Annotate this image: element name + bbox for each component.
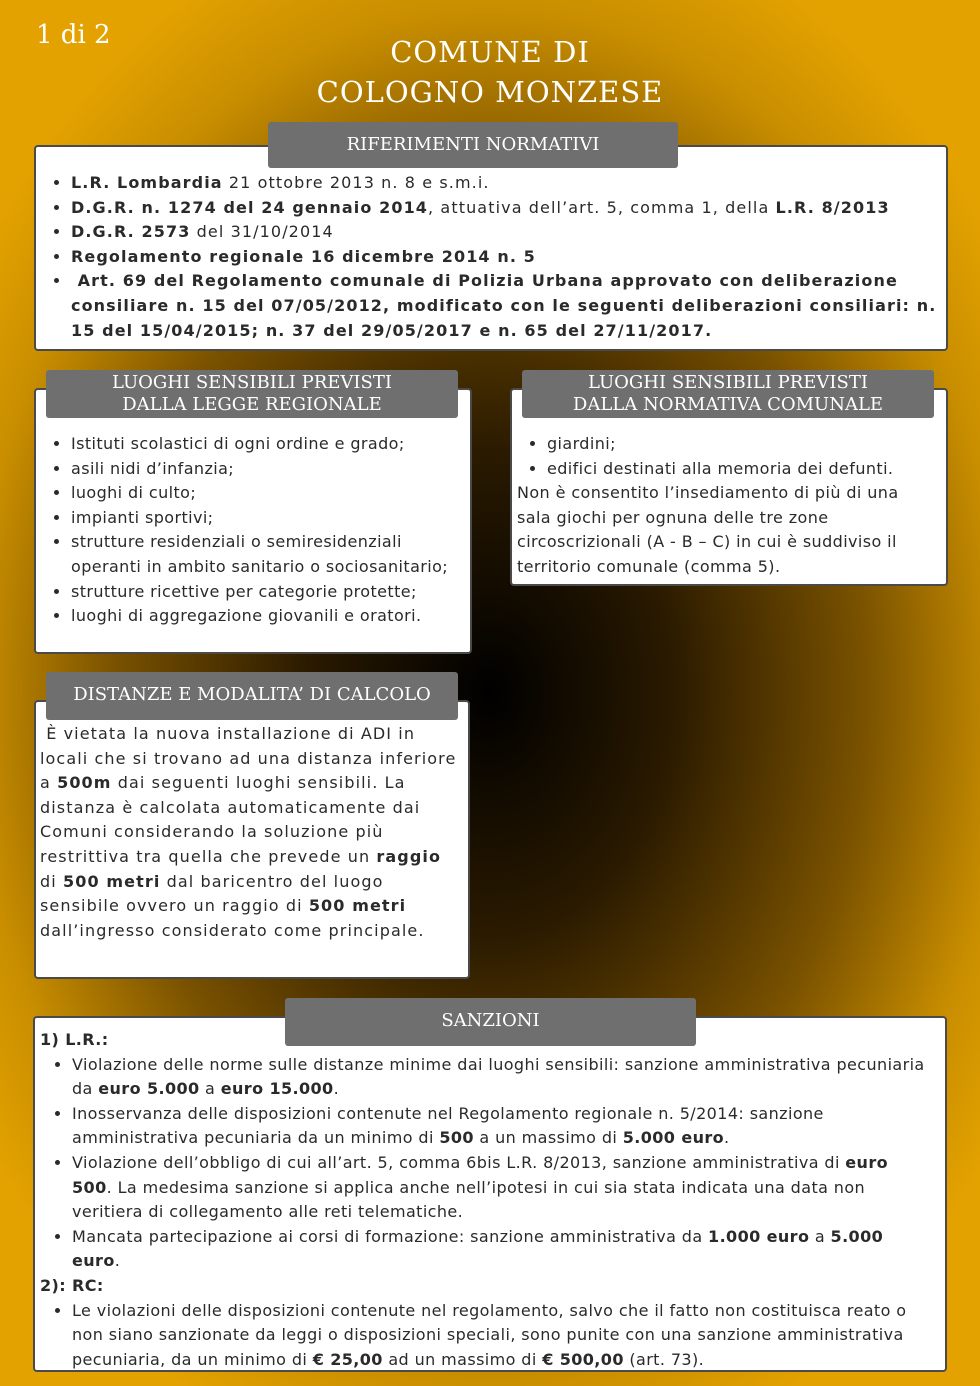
sanzioni-section2-list (40, 1299, 933, 1373)
list-item: • Le violazioni delle disposizioni contenute nel regolamento, salvo che il fatto non costituisca reato o non siano sanzionate da leggi o disposizioni speciali, sono punite con una sanzione amministrativa pecuniaria, da un minimo di € 25,00 ad un massimo di € 500,00 (art. 73). (72, 1299, 933, 1373)
luoghi-comunale-list (517, 432, 936, 481)
list-item: • luoghi di aggregazione giovanili e oratori. (71, 604, 460, 629)
list-item: • Istituti scolastici di ogni ordine e grado; (71, 432, 460, 457)
list-item: • giardini; (547, 432, 936, 457)
luoghi-regionale-header (46, 370, 458, 418)
luoghi-regionale-list (36, 432, 460, 629)
riferimenti-header: RIFERIMENTI NORMATIVI (268, 122, 678, 168)
title-line-2: COLOGNO MONZESE (316, 75, 664, 109)
page-number: 1 di 2 (36, 20, 111, 50)
list-item: • Art. 69 del Regolamento comunale di Polizia Urbana approvato con deliberazione consiliare n. 15 del 07/05/2012, modificato con le seguenti deliberazioni consiliari: n. 15 del 15/04/2015; n. 37 del 29/05/2017 e n. 65 del 27/11/2017. (71, 269, 938, 343)
list-item: • asili nidi d’infanzia; (71, 457, 460, 482)
distanze-text: È vietata la nuova installazione di ADI in locali che si trovano ad una distanza inferiore a 500m dai seguenti luoghi sensibili. La distanza è calcolata automaticamente dai Comuni considerando la soluzione più restrittiva tra quella che prevede un raggio di 500 metri dal baricentro del luogo sensibile ovvero un raggio di 500 metri dall’ingresso considerato come principale. (40, 724, 463, 940)
header-line-2: DALLA NORMATIVA COMUNALE (572, 394, 884, 415)
luoghi-comunale-header (522, 370, 934, 418)
page-title (0, 32, 980, 112)
sanzioni-section1-list (40, 1053, 933, 1274)
sanzioni-box (33, 1016, 947, 1372)
list-item: • D.G.R. n. 1274 del 24 gennaio 2014, attuativa dell’art. 5, comma 1, della L.R. 8/2013 (71, 196, 938, 221)
list-item: • edifici destinati alla memoria dei defunti. (547, 457, 936, 482)
header-line-2: DALLA LEGGE REGIONALE (122, 394, 382, 415)
list-item: • Violazione delle norme sulle distanze minime dai luoghi sensibili: sanzione amministrativa pecuniaria da euro 5.000 a euro 15.000. (72, 1053, 933, 1102)
distanze-box (34, 700, 470, 979)
sanzioni-section1-label: 1) L.R.: (40, 1030, 109, 1049)
header-line-1: LUOGHI SENSIBILI PREVISTI (112, 372, 392, 393)
list-item: • D.G.R. 2573 del 31/10/2014 (71, 220, 938, 245)
list-item: • strutture ricettive per categorie protette; (71, 580, 460, 605)
luoghi-regionale-box (34, 388, 472, 654)
list-item: • Regolamento regionale 16 dicembre 2014 n. 5 (71, 245, 938, 270)
list-item: • L.R. Lombardia 21 ottobre 2013 n. 8 e s.m.i. (71, 171, 938, 196)
list-item: • strutture residenziali o semiresidenziali operanti in ambito sanitario o sociosanitario; (71, 530, 460, 579)
riferimenti-box (34, 145, 948, 351)
distanze-header: DISTANZE E MODALITA’ DI CALCOLO (46, 672, 458, 720)
header-line-1: LUOGHI SENSIBILI PREVISTI (588, 372, 868, 393)
title-line-1: COMUNE DI (390, 35, 590, 69)
list-item: • impianti sportivi; (71, 506, 460, 531)
riferimenti-list (36, 171, 944, 343)
list-item: • luoghi di culto; (71, 481, 460, 506)
sanzioni-header: SANZIONI (285, 998, 696, 1046)
luoghi-comunale-note: Non è consentito l’insediamento di più di una sala giochi per ognuna delle tre zone circoscrizionali (A - B – C) in cui è suddiviso il territorio comunale (comma 5). (517, 483, 899, 576)
sanzioni-section2-label: 2): RC: (40, 1275, 104, 1295)
list-item: • Mancata partecipazione ai corsi di formazione: sanzione amministrativa da 1.000 euro a 5.000 euro. (72, 1225, 933, 1274)
list-item: • Inosservanza delle disposizioni contenute nel Regolamento regionale n. 5/2014: sanzione amministrativa pecuniaria da un minimo di 500 a un massimo di 5.000 euro. (72, 1102, 933, 1151)
list-item: • Violazione dell’obbligo di cui all’art. 5, comma 6bis L.R. 8/2013, sanzione amministrativa di euro 500. La medesima sanzione si applica anche nell’ipotesi in cui sia stata indicata una data non veritiera di collegamento alle reti telematiche. (72, 1151, 933, 1225)
